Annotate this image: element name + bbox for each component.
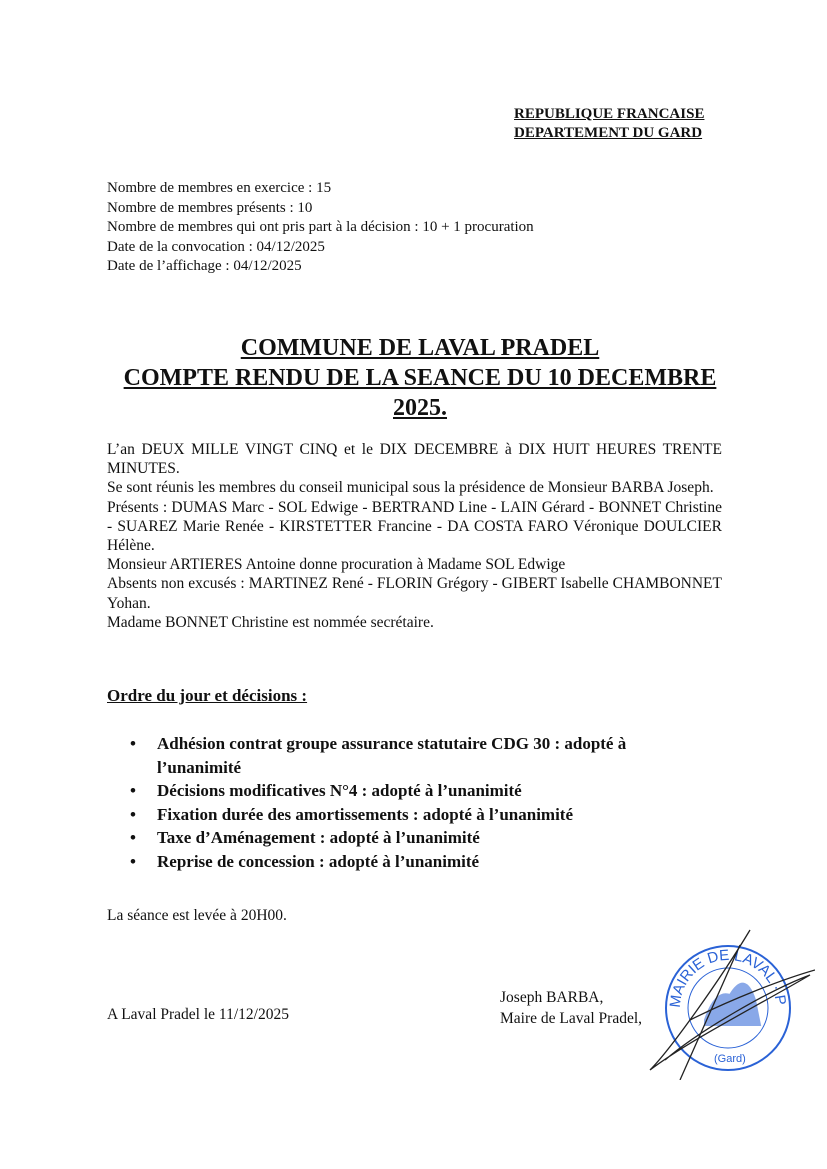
mairie-stamp: [630, 920, 815, 1085]
place-date: A Laval Pradel le 11/12/2025: [107, 1006, 289, 1023]
info-line: Nombre de membres présents : 10: [107, 199, 313, 216]
bullet-icon: •: [130, 828, 136, 847]
svg-text:(Gard): (Gard): [714, 1053, 746, 1065]
signatory-role: Maire de Laval Pradel,: [500, 1010, 643, 1027]
item-text: Fixation durée des amortissements : adopté à l’unanimité: [157, 804, 574, 824]
title-line: 2025.: [393, 395, 447, 421]
document-header: [514, 105, 704, 143]
title-line: COMMUNE DE LAVAL PRADEL: [240, 335, 600, 361]
body-paragraph: Se sont réunis les membres du conseil municipal sous la présidence de Monsieur BARBA Joseph.: [107, 479, 714, 497]
list-item: [130, 779, 650, 803]
page-title: [90, 333, 750, 423]
item-text: Adhésion contrat groupe assurance statutaire CDG 30 : adopté à l’unanimité: [157, 734, 627, 777]
title-line: COMPTE RENDU DE LA SEANCE DU 10 DECEMBRE: [123, 365, 717, 391]
list-item: [130, 732, 650, 779]
header-department: DEPARTEMENT DU GARD: [514, 125, 703, 141]
svg-text:MAIRIE DE LAVAL · PRADEL: MAIRIE DE LAVAL · P: [666, 946, 790, 1009]
meeting-body: [107, 440, 722, 632]
signatory-name: Joseph BARBA,: [500, 989, 604, 1006]
item-text: Décisions modificatives N°4 : adopté à l’unanimité: [157, 781, 522, 800]
list-item: [130, 826, 650, 850]
bullet-icon: •: [130, 734, 136, 753]
header-republic: REPUBLIQUE FRANCAISE: [514, 106, 705, 122]
info-line: Date de la convocation : 04/12/2025: [107, 238, 325, 255]
stamp-signature-icon: [630, 920, 815, 1080]
body-paragraph: L’an DEUX MILLE VINGT CINQ et le DIX DECEMBRE à DIX HUIT HEURES TRENTE MINUTES.: [107, 441, 722, 478]
signatory-block: [500, 987, 642, 1029]
body-paragraph: Monsieur ARTIERES Antoine donne procuration à Madame SOL Edwige: [107, 556, 566, 574]
info-line: Date de l’affichage : 04/12/2025: [107, 258, 302, 275]
bullet-icon: •: [130, 781, 136, 800]
bullet-icon: •: [130, 804, 136, 824]
body-paragraph: Madame BONNET Christine est nommée secrétaire.: [107, 613, 434, 631]
list-item: [130, 850, 650, 874]
body-paragraph: Absents non excusés : MARTINEZ René - FLORIN Grégory - GIBERT Isabelle CHAMBONNET Yohan.: [107, 575, 722, 612]
info-line: Nombre de membres qui ont pris part à la décision : 10 + 1 procuration: [107, 219, 534, 236]
agenda-heading: Ordre du jour et décisions :: [107, 686, 308, 705]
member-info: [107, 179, 534, 277]
agenda-list: [130, 732, 650, 873]
item-text: Taxe d’Aménagement : adopté à l’unanimité: [157, 828, 480, 847]
bullet-icon: •: [130, 851, 136, 871]
info-line: Nombre de membres en exercice : 15: [107, 180, 332, 196]
body-paragraph: Présents : DUMAS Marc - SOL Edwige - BERTRAND Line - LAIN Gérard - BONNET Christine - SUAREZ Marie Renée - KIRSTETTER Francine - DA COSTA FARO Véronique DOULCIER Hélène.: [107, 498, 722, 555]
item-text: Reprise de concession : adopté à l’unanimité: [157, 851, 480, 871]
closing-time: La séance est levée à 20H00.: [107, 907, 287, 924]
list-item: [130, 803, 650, 827]
